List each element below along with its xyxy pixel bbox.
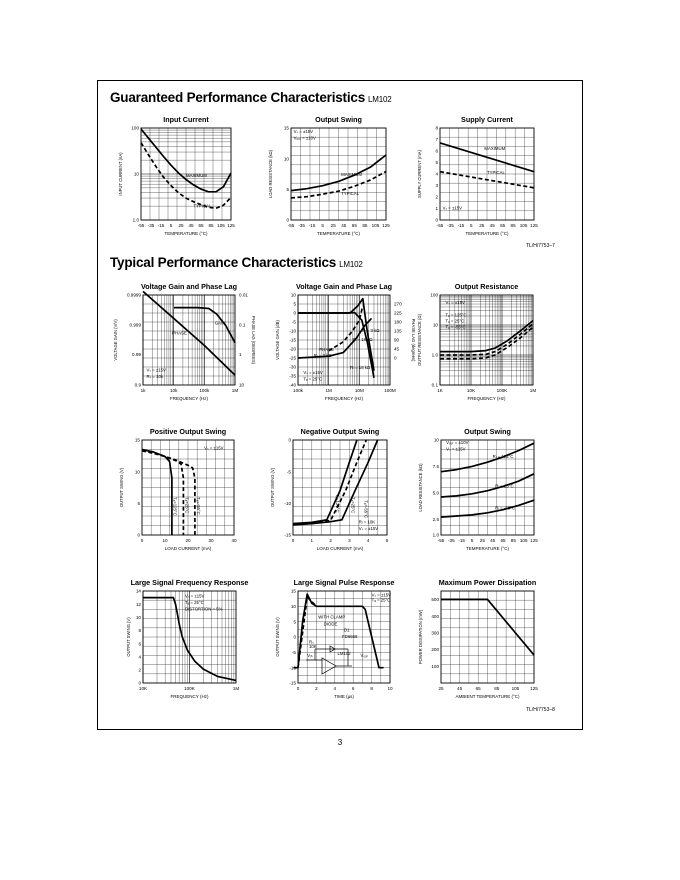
- y-tick-label: -15: [284, 532, 291, 538]
- chart-c6: [440, 295, 533, 385]
- y-tick-label: 5: [137, 501, 140, 507]
- x-tick-label: 45: [490, 538, 496, 543]
- x-tick-label: 10: [162, 538, 168, 543]
- annotation-label: Rₗ = 10K: [358, 519, 376, 525]
- x-tick-label: 10M: [354, 388, 364, 393]
- y-axis-label: VOLTAGE GAIN (V/V): [113, 319, 118, 361]
- y-tick-label: 0.9999: [126, 292, 141, 298]
- y-tick-label: -5: [291, 319, 296, 325]
- chart-title: Voltage Gain and Phase Lag: [295, 282, 393, 291]
- y2-tick-label: 1: [239, 352, 242, 358]
- series-line: [293, 440, 357, 524]
- x-tick-label: 105: [519, 223, 528, 228]
- y-tick-label: 1: [435, 206, 438, 212]
- x-tick-label: 25: [178, 223, 184, 228]
- plot-frame-c6: [440, 295, 533, 385]
- y2-tick-label: 0.01: [239, 292, 248, 298]
- y-axis-label: OUTPUT SWING (V): [119, 467, 124, 508]
- x-tick-label: 100K: [496, 388, 508, 393]
- y-tick-label: 0: [286, 217, 289, 223]
- annotation-label: Vₒᵤₜ = ±10V: [446, 440, 469, 446]
- annotation-label: Tₐ = 125°C: [445, 312, 467, 318]
- y2-tick-label: 90: [394, 337, 400, 343]
- y-tick-label: 100: [430, 292, 438, 298]
- y-tick-label: 15: [134, 437, 140, 443]
- y-tick-label: 1.0: [132, 217, 139, 223]
- y2-tick-label: 10: [239, 382, 245, 388]
- x-tick-label: 0: [296, 686, 300, 691]
- grid-c12: [441, 591, 534, 683]
- chart-title: Negative Output Swing: [300, 427, 380, 436]
- y2-tick-label: 270: [394, 301, 402, 307]
- annotation-label: DIODE: [323, 621, 338, 627]
- annotation-label: Tₐ=-55°C: [363, 500, 369, 518]
- series-line: [142, 451, 195, 535]
- y-tick-label: 10: [283, 156, 289, 162]
- y-tick-label: 0: [293, 310, 296, 316]
- x-tick-label: 5: [169, 223, 173, 228]
- annotation-label: Vₒᵤₜ: [360, 652, 368, 658]
- y-tick-label: 0.999: [129, 322, 141, 328]
- annotation-label: Vₛ = ±15V: [445, 300, 465, 306]
- y-axis-label: SUPPLY CURRENT (mA): [417, 150, 422, 198]
- annotation-label: MAXIMUM: [186, 173, 207, 179]
- x-tick-label: -15: [457, 223, 465, 228]
- chart-c12: [441, 591, 534, 683]
- y-axis-label: VOLTAGE GAIN (dB): [275, 320, 280, 360]
- y-tick-label: 5.0: [432, 490, 439, 496]
- annotation-label: PHASE: [172, 330, 187, 336]
- annotation-label: FD6666: [342, 634, 358, 640]
- y-axis-label: LOAD RESISTANCE (kΩ): [418, 463, 423, 512]
- x-axis-label: TEMPERATURE (°C): [164, 231, 208, 236]
- x-tick-label: 20: [185, 538, 191, 543]
- annotation-label: Vᵢₙ: [307, 652, 313, 658]
- annotation-label: DISTORTION = 5%: [184, 606, 223, 612]
- annotation-label: Tₐ = 25°C: [303, 376, 323, 382]
- y-tick-label: 10: [433, 437, 439, 443]
- page-number: 3: [337, 738, 343, 747]
- y-tick-label: 0: [435, 217, 438, 223]
- annotation-label: Vₛ = ±15V: [358, 525, 379, 531]
- x-tick-label: 45: [489, 223, 495, 228]
- y-tick-label: -20: [289, 346, 296, 352]
- y-tick-label: 10: [135, 614, 141, 620]
- y-tick-label: 15: [290, 588, 296, 594]
- annotation-label: Tₐ=25°C: [350, 497, 356, 514]
- x-tick-label: 45: [457, 686, 463, 691]
- x-tick-label: -35: [147, 223, 155, 228]
- y-tick-label: 12: [135, 601, 141, 607]
- grid-c9: [441, 440, 534, 535]
- y2-tick-label: 225: [394, 310, 402, 316]
- y2-tick-label: 45: [394, 346, 400, 352]
- grid-c2: [291, 128, 386, 220]
- grid-c6: [440, 295, 533, 385]
- y-tick-label: 0.99: [132, 352, 141, 358]
- y-tick-label: 5: [435, 160, 438, 166]
- x-tick-label: 25: [330, 223, 336, 228]
- x-tick-label: 10: [387, 686, 393, 691]
- y-tick-label: 100: [131, 125, 139, 131]
- y-tick-label: 0.9: [134, 382, 141, 388]
- annotation-label: WITH CLAMP: [318, 614, 346, 620]
- annotation-label: Tₐ=-55°C: [196, 497, 202, 515]
- y-tick-label: 2.5: [432, 516, 439, 522]
- x-tick-label: 25: [479, 223, 485, 228]
- x-tick-label: 8: [370, 686, 373, 691]
- x-axis-label: LOAD CURRENT (mA): [316, 546, 364, 551]
- x-tick-label: 65: [198, 223, 204, 228]
- x-tick-label: 125: [530, 223, 538, 228]
- x-tick-label: 2: [315, 686, 318, 691]
- y-tick-label: -10: [289, 665, 296, 671]
- series-line: [142, 450, 172, 536]
- y-tick-label: -10: [284, 501, 291, 507]
- y-tick-label: 5: [286, 187, 289, 193]
- op-amp-symbol: [322, 658, 336, 674]
- x-tick-label: 4: [333, 686, 337, 691]
- chart-title: Supply Current: [461, 115, 513, 124]
- x-tick-label: 85: [510, 223, 516, 228]
- annotation-label: Vₒᵤₜ = ±10V: [293, 135, 316, 141]
- x-tick-label: 85: [494, 686, 500, 691]
- x-axis-label: AMBIENT TEMPERATURE (°C): [455, 694, 520, 699]
- x-tick-label: -35: [448, 538, 455, 543]
- x-tick-label: 1: [310, 538, 314, 543]
- y2-tick-label: 0.1: [239, 322, 246, 328]
- x-tick-label: 100K: [184, 686, 195, 691]
- annotation-label: Vₛ = ±15V: [184, 593, 205, 599]
- x-tick-label: 10k: [169, 388, 178, 393]
- annotation-label: Rₛ = 10k: [146, 373, 164, 379]
- y-tick-label: 1.0: [431, 352, 438, 358]
- annotation-label: MAXIMUM: [484, 145, 506, 151]
- x-tick-label: 10K: [138, 686, 148, 691]
- chart-title: Large Signal Pulse Response: [293, 578, 395, 587]
- x-axis-label: FREQUENCY (Hz): [170, 396, 208, 401]
- figure-code-top: TL/H/7753–7: [526, 243, 555, 249]
- annotation-label: Rₗ = -55°C: [495, 505, 515, 511]
- y2-axis-label: PHASE LAG (degrees): [411, 318, 416, 362]
- y-tick-label: 10: [290, 292, 296, 298]
- y-tick-label: 400: [431, 613, 439, 619]
- x-tick-label: 85: [510, 538, 516, 543]
- x-tick-label: 40: [231, 538, 237, 543]
- x-tick-label: -55: [287, 223, 295, 228]
- annotation-label: Vₛ = ±15V: [146, 367, 166, 373]
- annotation-label: Tₐ = 25°C: [371, 597, 391, 603]
- x-tick-label: -55: [437, 538, 445, 543]
- x-tick-label: 65: [351, 223, 357, 228]
- chart-title: Output Swing: [464, 427, 511, 436]
- x-tick-label: 5: [470, 223, 473, 228]
- x-tick-label: 100k: [293, 388, 303, 393]
- x-tick-label: 1K: [437, 388, 443, 393]
- x-tick-label: -35: [447, 223, 454, 228]
- y-tick-label: -25: [289, 355, 296, 361]
- chart-c7: [142, 440, 234, 535]
- y2-axis-label: PHASE LAG (DEGREES): [251, 315, 256, 365]
- y-tick-label: 8: [435, 125, 438, 131]
- x-tick-label: 65: [500, 538, 506, 543]
- y-tick-label: -40: [289, 382, 296, 388]
- x-tick-label: 10K: [466, 388, 476, 393]
- annotation-label: TYPICAL: [341, 190, 360, 196]
- x-tick-label: 30: [208, 538, 214, 543]
- series-line: [142, 450, 183, 535]
- x-axis-label: FREQUENCY (Hz): [467, 396, 506, 401]
- x-axis-label: FREQUENCY (Hz): [325, 396, 363, 401]
- chart-c9: [441, 440, 534, 535]
- y-tick-label: 10: [133, 171, 139, 177]
- y-tick-label: 10: [290, 604, 296, 610]
- x-tick-label: 125: [227, 223, 235, 228]
- chart-title: Input Current: [163, 115, 209, 124]
- x-axis-label: TEMPERATURE (°C): [466, 546, 509, 551]
- x-axis-label: FREQUENCY (Hz): [170, 694, 209, 699]
- annotation-label: TYPICAL: [487, 170, 505, 175]
- part-number: LM102: [368, 95, 392, 104]
- x-tick-label: 1M: [232, 686, 240, 691]
- x-tick-label: -55: [436, 223, 444, 228]
- y2-tick-label: 0: [394, 355, 397, 361]
- annotation-label: Vₛ = ±15V: [293, 128, 314, 134]
- y-axis-label: OUTPUT SWING (V): [126, 617, 131, 657]
- y2-tick-label: 180: [394, 319, 402, 325]
- annotation-label: Rₗ = 125°C: [492, 453, 514, 459]
- y-tick-label: 4: [138, 654, 141, 660]
- x-tick-label: 100k: [199, 388, 210, 393]
- annotation-label: Vₛ = ±15V: [371, 592, 391, 598]
- y-tick-label: 0: [138, 680, 141, 686]
- y-tick-label: 10: [432, 322, 438, 328]
- annotation-label: Tₐ = -55°C: [445, 324, 466, 330]
- x-tick-label: 105: [519, 538, 528, 543]
- y-axis-label: OUTPUT SWING (V): [270, 467, 275, 508]
- y-tick-label: 2: [435, 194, 438, 200]
- y2-tick-label: 135: [394, 328, 402, 334]
- x-tick-label: 100M: [384, 388, 396, 393]
- x-tick-label: 25: [479, 538, 485, 543]
- y-tick-label: 0: [137, 532, 140, 538]
- annotation-label: D1: [344, 627, 350, 633]
- x-tick-label: -55: [137, 223, 145, 228]
- y-tick-label: 7.5: [432, 464, 439, 470]
- x-tick-label: 5: [321, 223, 324, 228]
- y-axis-label: OUTPUT SWING (V): [275, 617, 280, 657]
- x-tick-label: -35: [298, 223, 305, 228]
- x-tick-label: -15: [308, 223, 316, 228]
- x-tick-label: 4: [366, 538, 370, 543]
- y-tick-label: -5: [286, 469, 291, 475]
- y-axis-label: INPUT CURRENT (nA): [118, 152, 123, 196]
- x-tick-label: 105: [511, 686, 520, 691]
- x-axis-label: TEMPERATURE (°C): [465, 231, 509, 236]
- x-tick-label: 1M: [231, 388, 239, 393]
- x-axis-label: LOAD CURRENT (mA): [164, 546, 212, 551]
- y-tick-label: 200: [431, 647, 439, 653]
- y-tick-label: -10: [289, 328, 296, 334]
- figure-code-bottom: TL/H/7753–8: [526, 707, 555, 713]
- y-tick-label: -15: [289, 680, 296, 686]
- x-tick-label: 105: [217, 223, 225, 228]
- annotation-label: Vₛ = ±15V: [303, 370, 323, 376]
- annotation-label: Tₐ=125°C: [172, 497, 178, 516]
- annotation-label: 10K: [309, 644, 317, 650]
- y-tick-label: 1.0: [432, 532, 439, 538]
- y-tick-label: 14: [135, 588, 141, 594]
- x-tick-label: 125: [530, 538, 538, 543]
- x-tick-label: 0: [291, 538, 295, 543]
- x-tick-label: 6: [351, 686, 355, 691]
- y-tick-label: 3: [435, 183, 438, 189]
- x-tick-label: 45: [341, 223, 347, 228]
- y-axis-label: OUTPUT RESISTANCE (Ω): [417, 314, 422, 366]
- annotation-label: Rₛ: [309, 639, 314, 645]
- chart-title: Large Signal Frequency Response: [130, 578, 249, 587]
- y-axis-label: LOAD RESISTANCE (kΩ): [268, 149, 273, 199]
- y-tick-label: 500: [431, 597, 439, 603]
- y-axis-label: POWER DISSIPATION (mW): [418, 609, 423, 665]
- annotation-label: Vₛ = ±15V: [442, 205, 462, 211]
- annotation-label: MAXIMUM: [341, 171, 362, 177]
- chart-title: Voltage Gain and Phase Lag: [140, 282, 238, 291]
- y-tick-label: 2: [138, 667, 141, 673]
- chart-title: Output Resistance: [454, 282, 519, 291]
- x-tick-label: 105: [371, 223, 380, 228]
- annotation-label: Vₛ = ±15V: [204, 445, 224, 451]
- y-tick-label: 8: [138, 628, 141, 634]
- chart-title: Maximum Power Dissipation: [438, 578, 537, 587]
- guaranteed-heading: Guaranteed Performance Characteristics LM102: [110, 90, 392, 105]
- x-tick-label: 65: [475, 686, 481, 691]
- annotation-label: PHASE: [319, 346, 335, 352]
- annotation-label: Rₗ = 3 kΩ: [313, 353, 332, 359]
- x-tick-label: 2: [329, 538, 332, 543]
- annotation-label: GAIN: [214, 320, 226, 326]
- part-number: LM102: [339, 260, 363, 269]
- x-tick-label: 1k: [140, 388, 146, 393]
- y-tick-label: 0: [288, 437, 291, 443]
- y-tick-label: 300: [431, 630, 439, 636]
- annotation-label: Tₐ=125°C: [335, 493, 341, 513]
- x-tick-label: 65: [500, 223, 506, 228]
- y-tick-label: -35: [289, 373, 296, 379]
- annotation-label: Rₗ = 18 kΩ: [350, 364, 371, 370]
- annotation-label: Rₗ = 25°C: [495, 483, 514, 489]
- x-tick-label: -15: [157, 223, 165, 228]
- x-tick-label: 5: [385, 538, 389, 543]
- y-tick-label: 0: [293, 634, 296, 640]
- chart-title: Output Swing: [315, 115, 362, 124]
- annotation-label: LM102: [337, 650, 351, 656]
- y-tick-label: 6: [138, 641, 141, 647]
- chart-title: Positive Output Swing: [149, 427, 227, 436]
- x-tick-label: 0: [140, 538, 144, 543]
- annotation-label: TYPICAL: [193, 203, 212, 209]
- y-tick-label: 10: [134, 469, 140, 475]
- y-tick-label: -15: [289, 337, 296, 343]
- y-tick-label: 4: [435, 171, 438, 177]
- y-tick-label: 100: [431, 663, 439, 669]
- x-tick-label: 3: [348, 538, 351, 543]
- x-tick-label: 85: [362, 223, 368, 228]
- y-tick-label: -30: [289, 364, 296, 370]
- x-axis-label: TIME (µs): [334, 694, 354, 699]
- x-tick-label: 45: [188, 223, 194, 228]
- y-tick-label: 7: [435, 137, 438, 143]
- chart-c2: [291, 128, 386, 220]
- x-axis-label: TEMPERATURE (°C): [317, 231, 360, 236]
- y-tick-label: 5: [293, 301, 296, 307]
- y-tick-label: 5: [293, 619, 296, 625]
- x-tick-label: 125: [530, 686, 538, 691]
- typical-heading: Typical Performance Characteristics LM102: [110, 255, 363, 270]
- x-tick-label: 5: [470, 538, 474, 543]
- x-tick-label: 25: [438, 686, 444, 691]
- y-tick-label: 0.1: [431, 382, 438, 388]
- annotation-label: Vₛ = ±15V: [446, 446, 466, 452]
- x-tick-label: 1M: [529, 388, 537, 393]
- x-tick-label: 1M: [325, 388, 332, 393]
- annotation-label: Rₗ = 18 kΩ: [352, 336, 373, 342]
- y-tick-label: 6: [435, 148, 438, 154]
- y-tick-label: 15: [283, 125, 289, 131]
- annotation-label: Tₐ = 25°C: [184, 600, 204, 606]
- x-tick-label: -15: [458, 538, 465, 543]
- annotation-label: Tₐ = 25°C: [445, 318, 465, 324]
- x-tick-label: 85: [208, 223, 214, 228]
- annotation-label: Tₐ=25°C: [184, 497, 190, 514]
- x-tick-label: 125: [382, 223, 390, 228]
- y-tick-label: -5: [291, 650, 296, 656]
- annotation-label: Rₗ = 3 kΩ: [361, 327, 380, 333]
